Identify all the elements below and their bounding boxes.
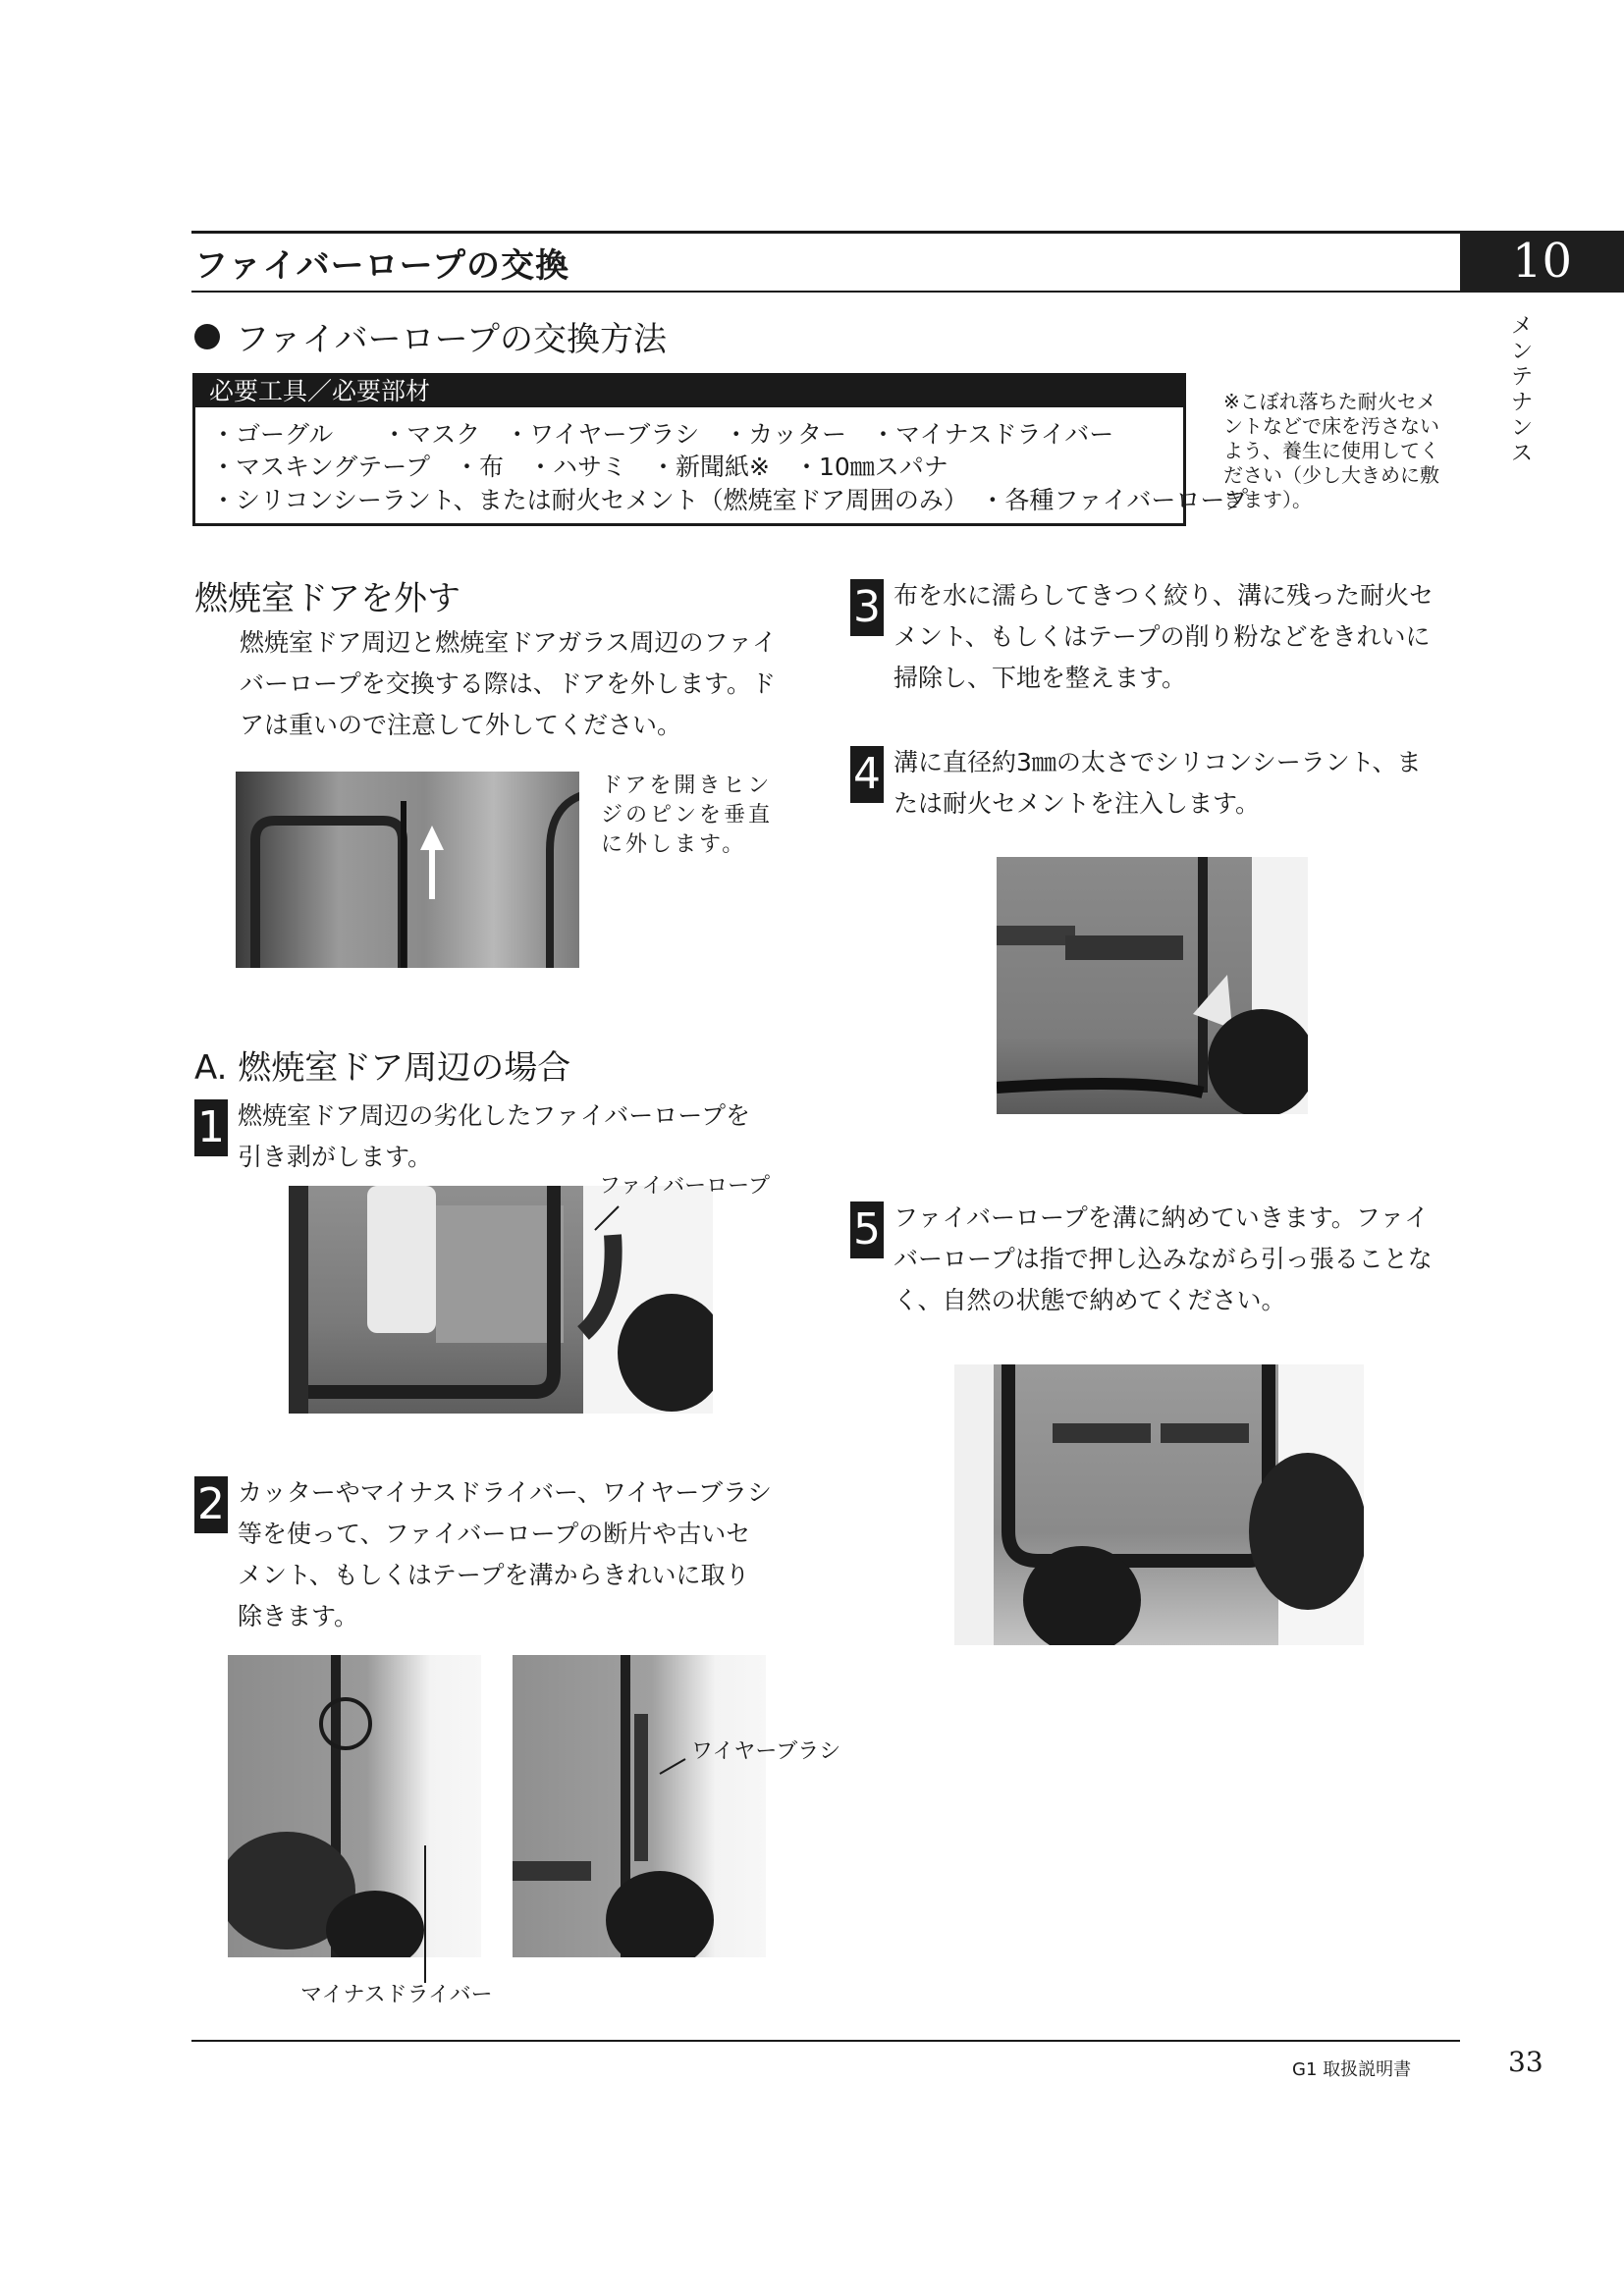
side-tab-char: メ	[1510, 314, 1533, 339]
step-2-photo-screwdriver	[228, 1655, 481, 1957]
wire-brush-label: ワイヤーブラシ	[691, 1739, 841, 1764]
door-hinge-caption: ドアを開きヒンジのピンを垂直に外します。	[601, 774, 774, 857]
side-tab-char: ン	[1510, 416, 1533, 441]
screwdriver-label: マイナスドライバー	[300, 1983, 493, 2007]
step-text: ファイバーロープを溝に納めていきます。ファイバーロープは指で押し込みながら引っ張ることなく、自然の状態で納めてください。	[893, 1203, 1433, 1314]
footer-rule	[191, 2040, 1460, 2042]
side-tab	[1502, 314, 1542, 467]
fiber-rope-label: ファイバーロープ	[599, 1174, 771, 1199]
step-number: 5	[850, 1201, 884, 1258]
tools-row: ・マスキングテープ ・布 ・ハサミ ・新聞紙※ ・10㎜スパナ	[211, 453, 948, 481]
tools-heading: 必要工具／必要部材	[195, 376, 1183, 407]
bullet-icon	[194, 324, 220, 349]
screwdriver-leader	[424, 1845, 426, 1983]
chapter-number: 10	[1460, 231, 1624, 293]
side-tab-char: ナ	[1510, 391, 1533, 415]
step-3	[850, 575, 1439, 699]
step-number: 3	[850, 579, 884, 636]
step-number: 1	[194, 1099, 228, 1156]
step-text: 燃焼室ドア周辺の劣化したファイバーロープを引き剥がします。	[238, 1101, 751, 1171]
side-tab-char: ン	[1510, 340, 1533, 364]
step-5	[850, 1198, 1439, 1321]
step-4	[850, 742, 1439, 825]
tools-row: ・ゴーグル ・マスク ・ワイヤーブラシ ・カッター ・マイナスドライバー	[211, 420, 1114, 449]
side-note: ※こぼれ落ちた耐火セメントなどで床を汚さないよう、養生に使用してください（少し大きめに敷きます）。	[1223, 390, 1439, 511]
tools-row: ・シリコンシーラント、または耐火セメント（燃焼室ドア周囲のみ） ・各種ファイバーロープ	[211, 486, 1249, 514]
step-2-photo-wirebrush	[513, 1655, 766, 1957]
page-number: 33	[1508, 2046, 1543, 2078]
header-rule-top	[191, 231, 1460, 234]
door-hinge-photo	[236, 772, 579, 968]
step-4-photo	[997, 857, 1308, 1114]
side-tab-char: ス	[1510, 442, 1533, 466]
footer-doc-title: G1 取扱説明書	[1292, 2059, 1412, 2080]
step-2	[194, 1472, 774, 1637]
section-heading	[194, 312, 667, 360]
section-heading-text: ファイバーロープの交換方法	[236, 320, 667, 359]
step-1-photo	[289, 1186, 713, 1414]
step-text: カッターやマイナスドライバー、ワイヤーブラシ等を使って、ファイバーロープの断片や古いセメント、もしくはテープを溝からきれいに取り除きます。	[238, 1478, 773, 1630]
header-rule-bottom	[191, 291, 1460, 293]
tools-box	[192, 373, 1249, 526]
door-removal-body: 燃焼室ドア周辺と燃焼室ドアガラス周辺のファイバーロープを交換する際は、ドアを外します。ドアは重いので注意して外してください。	[240, 628, 778, 739]
step-number: 4	[850, 746, 884, 803]
side-tab-char: テ	[1510, 365, 1533, 390]
step-1	[194, 1095, 774, 1178]
page-title: ファイバーロープの交換	[194, 246, 569, 286]
step-text: 布を水に濡らしてきつく絞り、溝に残った耐火セメント、もしくはテープの削り粉などをきれいに掃除し、下地を整えます。	[893, 581, 1435, 692]
step-number: 2	[194, 1476, 228, 1533]
step-text: 溝に直径約3㎜の太さでシリコンシーラント、または耐火セメントを注入します。	[893, 748, 1422, 818]
step-5-photo	[954, 1364, 1364, 1645]
case-a-heading: A. 燃焼室ドア周辺の場合	[194, 1048, 571, 1088]
door-removal-heading: 燃焼室ドアを外す	[194, 579, 460, 618]
